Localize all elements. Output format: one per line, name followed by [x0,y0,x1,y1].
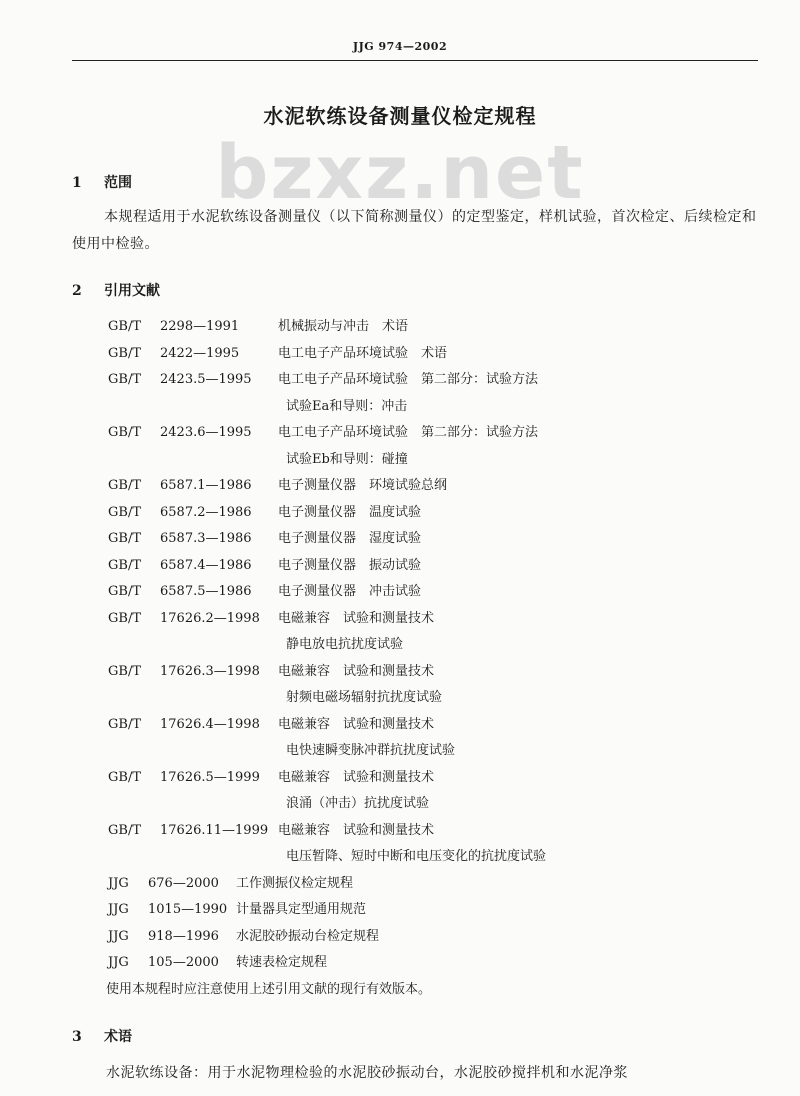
reference-prefix: GB/T [108,769,141,785]
reference-title-continuation: 浪涌（冲击）抗扰度试验 [286,796,430,811]
reference-prefix: GB/T [108,557,141,573]
reference-title: 水泥胶砂振动台检定规程 [236,928,380,944]
reference-number: 918—1996 [148,928,219,944]
reference-title-continuation: 射频电磁场辐射抗扰度试验 [286,690,443,705]
reference-item [108,659,758,686]
reference-prefix: GB/T [108,504,141,520]
section-1-number: 1 [72,175,82,191]
reference-item [108,950,758,977]
reference-number: 17626.2—1998 [160,610,260,626]
reference-number: 6587.5—1986 [160,584,252,599]
reference-title: 电磁兼容 试验和测量技术 [278,663,435,679]
section-3-text: 水泥软练设备：用于水泥物理检验的水泥胶砂振动台，水泥胶砂搅拌机和水泥净浆 [106,1065,628,1081]
reference-title: 电子测量仪器 冲击试验 [278,584,422,599]
reference-title: 电磁兼容 试验和测量技术 [278,822,435,838]
reference-number: 6587.2—1986 [160,504,252,520]
reference-item [108,314,758,341]
reference-prefix: GB/T [108,822,141,838]
reference-title-continuation: 试验Ea和导则：冲击 [286,398,408,414]
page-title: 水泥软练设备测量仪检定规程 [263,104,537,128]
reference-prefix: GB/T [108,584,141,599]
reference-item [108,924,758,951]
section-3-heading [72,1026,132,1046]
reference-item [108,553,758,580]
header-rule [72,60,758,61]
reference-prefix: GB/T [108,478,141,493]
reference-number: 6587.1—1986 [160,478,252,493]
reference-prefix: GB/T [108,610,141,626]
reference-title: 电子测量仪器 振动试验 [278,557,422,573]
reference-item [108,897,758,924]
reference-title: 电子测量仪器 湿度试验 [278,531,422,546]
reference-title-continuation: 电压暂降、短时中断和电压变化的抗扰度试验 [286,849,547,864]
reference-number: 17626.4—1998 [160,716,260,732]
reference-title: 电磁兼容 试验和测量技术 [278,716,435,732]
standard-code-header: JJG 974—2002 [352,40,448,53]
reference-title: 电工电子产品环境试验 第二部分：试验方法 [278,425,539,440]
reference-number: 2423.6—1995 [160,425,252,440]
section-1-text: 本规程适用于水泥软练设备测量仪（以下简称测量仪）的定型鉴定，样机试验，首次检定、后续检定和使用中检验。 [72,209,757,252]
reference-item [108,712,758,739]
reference-list [108,314,758,1003]
reference-number: 105—2000 [148,955,219,970]
reference-title: 电磁兼容 试验和测量技术 [278,769,435,785]
reference-item [108,420,758,447]
reference-title: 机械振动与冲击 术语 [278,319,409,334]
reference-number: 2422—1995 [160,345,240,361]
reference-title: 计量器具定型通用规范 [236,902,367,917]
reference-title-continuation: 静电放电抗扰度试验 [286,637,404,652]
section-1-heading [72,172,132,192]
reference-prefix: GB/T [108,716,141,732]
reference-number: 6587.4—1986 [160,557,252,573]
reference-prefix: GB/T [108,345,141,361]
reference-title: 工作测振仪检定规程 [236,875,354,891]
reference-number: 6587.3—1986 [160,531,252,546]
watermark: bzxz.net [215,130,585,216]
reference-number: 17626.11—1999 [160,822,269,838]
reference-item [108,765,758,792]
section-3-number: 3 [72,1029,82,1045]
reference-prefix: GB/T [108,663,141,679]
reference-item [108,871,758,898]
reference-note: 使用本规程时应注意使用上述引用文献的现行有效版本。 [106,981,432,997]
reference-item [108,473,758,500]
reference-title-continuation: 试验Eb和导则：碰撞 [286,451,408,467]
reference-item [108,341,758,368]
reference-title: 电磁兼容 试验和测量技术 [278,610,435,626]
reference-title-continuation: 电快速瞬变脉冲群抗扰度试验 [286,743,456,758]
section-3-title: 术语 [104,1029,132,1045]
reference-title: 转速表检定规程 [236,955,328,970]
reference-title: 电工电子产品环境试验 术语 [278,345,448,361]
reference-prefix: JJG [108,955,129,970]
reference-item [108,526,758,553]
reference-prefix: JJG [108,928,129,944]
reference-item [108,818,758,845]
reference-item [108,606,758,633]
reference-title: 电工电子产品环境试验 第二部分：试验方法 [278,372,539,387]
reference-prefix: GB/T [108,372,141,387]
reference-item [108,500,758,527]
section-1-title: 范围 [104,175,132,191]
reference-prefix: GB/T [108,425,141,440]
reference-number: 17626.5—1999 [160,769,260,785]
reference-prefix: GB/T [108,531,141,546]
reference-number: 2298—1991 [160,319,240,334]
reference-number: 1015—1990 [148,902,228,917]
section-2-title: 引用文献 [104,283,160,299]
reference-prefix: GB/T [108,319,141,334]
reference-prefix: JJG [108,902,129,917]
reference-item [108,579,758,606]
reference-number: 17626.3—1998 [160,663,260,679]
section-2-heading [72,280,160,300]
reference-title: 电子测量仪器 环境试验总纲 [278,478,448,493]
reference-item [108,367,758,394]
reference-prefix: JJG [108,875,129,891]
reference-number: 2423.5—1995 [160,372,252,387]
reference-number: 676—2000 [148,875,219,891]
reference-title: 电子测量仪器 温度试验 [278,504,422,520]
section-2-number: 2 [72,283,82,299]
